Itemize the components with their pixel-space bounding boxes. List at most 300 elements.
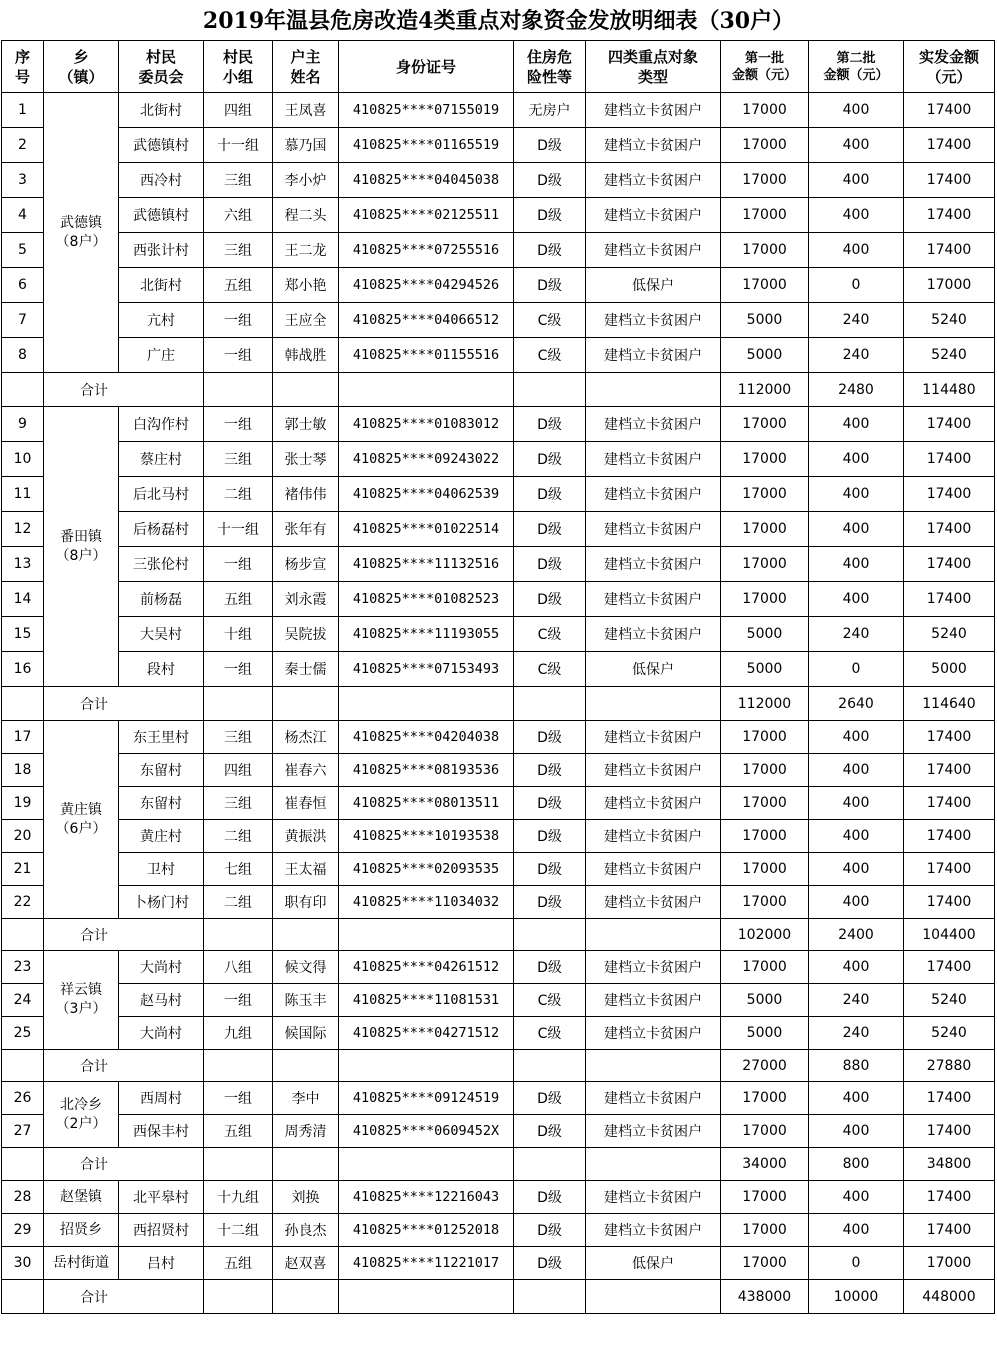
id-number-cell: 410825****04271512 [339, 1017, 514, 1050]
empty-cell [204, 1280, 273, 1314]
target-type-cell: 建档立卡贫困户 [586, 984, 721, 1017]
total-amount-cell: 17400 [904, 477, 995, 512]
village-cell: 白沟作村 [119, 407, 204, 442]
target-type-cell: 建档立卡贫困户 [586, 1017, 721, 1050]
name-cell: 刘换 [273, 1181, 339, 1214]
empty-cell [273, 687, 339, 721]
empty-cell [339, 1280, 514, 1314]
batch1-amount-cell: 17000 [721, 886, 809, 919]
target-type-cell: 建档立卡贫困户 [586, 512, 721, 547]
empty-cell [514, 919, 586, 951]
name-cell: 李小炉 [273, 163, 339, 198]
target-type-cell: 建档立卡贫困户 [586, 198, 721, 233]
id-number-cell: 410825****04045038 [339, 163, 514, 198]
id-number-cell: 410825****02093535 [339, 853, 514, 886]
name-cell: 赵双喜 [273, 1247, 339, 1280]
batch2-amount-cell: 400 [809, 1115, 904, 1148]
target-type-cell: 建档立卡贫困户 [586, 1115, 721, 1148]
total-amount-cell: 5240 [904, 303, 995, 338]
group-cell: 五组 [204, 1247, 273, 1280]
target-type-cell: 建档立卡贫困户 [586, 1214, 721, 1247]
household-count: （8户） [55, 547, 107, 564]
empty-cell [204, 1148, 273, 1181]
target-type-cell: 建档立卡贫困户 [586, 1181, 721, 1214]
total-amount-cell: 17400 [904, 853, 995, 886]
empty-cell [586, 373, 721, 407]
danger-level-cell: D级 [514, 163, 586, 198]
danger-level-cell: D级 [514, 853, 586, 886]
id-number-cell: 410825****07255516 [339, 233, 514, 268]
target-type-cell: 建档立卡贫困户 [586, 951, 721, 984]
row-no: 13 [2, 547, 44, 582]
header-type: 四类重点对象 类型 [586, 41, 721, 93]
batch1-amount-cell: 17000 [721, 547, 809, 582]
row-no: 16 [2, 652, 44, 687]
name-cell: 孙良杰 [273, 1214, 339, 1247]
group-cell: 一组 [204, 1082, 273, 1115]
village-cell: 卫村 [119, 853, 204, 886]
row-no: 22 [2, 886, 44, 919]
table-row [2, 853, 995, 886]
total-amount-cell: 17400 [904, 1214, 995, 1247]
total-amount-cell: 17400 [904, 1082, 995, 1115]
name-cell: 周秀清 [273, 1115, 339, 1148]
id-number-cell: 410825****11081531 [339, 984, 514, 1017]
empty-cell [2, 373, 44, 407]
batch2-amount-cell: 400 [809, 233, 904, 268]
table-row [2, 163, 995, 198]
total-amount-cell: 17400 [904, 754, 995, 787]
danger-level-cell: C级 [514, 617, 586, 652]
town-name: 武德镇 [60, 214, 102, 231]
batch2-amount-cell: 400 [809, 442, 904, 477]
target-type-cell: 低保户 [586, 652, 721, 687]
id-number-cell: 410825****08013511 [339, 787, 514, 820]
row-no: 29 [2, 1214, 44, 1247]
name-cell: 杨步宣 [273, 547, 339, 582]
batch1-amount-cell: 17000 [721, 477, 809, 512]
row-no: 8 [2, 338, 44, 373]
target-type-cell: 低保户 [586, 1247, 721, 1280]
row-no: 27 [2, 1115, 44, 1148]
empty-cell [2, 687, 44, 721]
danger-level-cell: C级 [514, 652, 586, 687]
group-cell: 一组 [204, 547, 273, 582]
batch2-amount-cell: 400 [809, 582, 904, 617]
subtotal-batch1: 102000 [721, 919, 809, 951]
danger-level-cell: D级 [514, 1247, 586, 1280]
danger-level-cell: D级 [514, 951, 586, 984]
danger-level-cell: D级 [514, 442, 586, 477]
batch1-amount-cell: 17000 [721, 1082, 809, 1115]
total-amount-cell: 17400 [904, 512, 995, 547]
total-amount-cell: 5240 [904, 617, 995, 652]
village-cell: 黄庄村 [119, 820, 204, 853]
village-cell: 大尚村 [119, 951, 204, 984]
target-type-cell: 建档立卡贫困户 [586, 338, 721, 373]
batch1-amount-cell: 17000 [721, 128, 809, 163]
id-number-cell: 410825****04062539 [339, 477, 514, 512]
table-row [2, 233, 995, 268]
danger-level-cell: D级 [514, 268, 586, 303]
batch1-amount-cell: 17000 [721, 233, 809, 268]
batch2-amount-cell: 240 [809, 303, 904, 338]
name-cell: 候文得 [273, 951, 339, 984]
empty-cell [339, 687, 514, 721]
header-batch1: 第一批 金额（元） [721, 41, 809, 93]
village-cell: 东留村 [119, 754, 204, 787]
name-cell: 李中 [273, 1082, 339, 1115]
id-number-cell: 410825****11221017 [339, 1247, 514, 1280]
danger-level-cell: D级 [514, 1214, 586, 1247]
total-amount-cell: 17000 [904, 1247, 995, 1280]
batch1-amount-cell: 17000 [721, 1115, 809, 1148]
group-cell: 七组 [204, 853, 273, 886]
total-amount-cell: 17400 [904, 198, 995, 233]
town-cell: 招贤乡 [44, 1214, 119, 1247]
table-row [2, 198, 995, 233]
village-cell: 西冷村 [119, 163, 204, 198]
empty-cell [273, 373, 339, 407]
table-row [2, 1247, 995, 1280]
subtotal-batch1: 27000 [721, 1050, 809, 1082]
subtotal-row [2, 373, 995, 407]
name-cell: 韩战胜 [273, 338, 339, 373]
empty-cell [514, 1148, 586, 1181]
empty-cell [2, 919, 44, 951]
empty-cell [273, 1280, 339, 1314]
name-cell: 张士琴 [273, 442, 339, 477]
batch1-amount-cell: 17000 [721, 721, 809, 754]
target-type-cell: 建档立卡贫困户 [586, 582, 721, 617]
group-cell: 五组 [204, 1115, 273, 1148]
danger-level-cell: 无房户 [514, 93, 586, 128]
batch1-amount-cell: 17000 [721, 853, 809, 886]
name-cell: 慕乃国 [273, 128, 339, 163]
subtotal-total: 27880 [904, 1050, 995, 1082]
row-no: 6 [2, 268, 44, 303]
group-cell: 二组 [204, 820, 273, 853]
village-cell: 西张计村 [119, 233, 204, 268]
target-type-cell: 建档立卡贫困户 [586, 787, 721, 820]
danger-level-cell: D级 [514, 128, 586, 163]
table-row [2, 1082, 995, 1115]
village-cell: 西招贤村 [119, 1214, 204, 1247]
table-row [2, 338, 995, 373]
total-amount-cell: 17400 [904, 951, 995, 984]
table-row [2, 617, 995, 652]
row-no: 28 [2, 1181, 44, 1214]
town-cell: 岳村街道 [44, 1247, 119, 1280]
empty-cell [586, 1280, 721, 1314]
group-cell: 一组 [204, 303, 273, 338]
town-name: 北冷乡 [60, 1096, 102, 1113]
name-cell: 职有印 [273, 886, 339, 919]
grand-total-label: 合计 [44, 1280, 204, 1314]
village-cell: 大吴村 [119, 617, 204, 652]
danger-level-cell: D级 [514, 582, 586, 617]
batch1-amount-cell: 17000 [721, 93, 809, 128]
danger-level-cell: D级 [514, 721, 586, 754]
table-row [2, 721, 995, 754]
subtotal-batch1: 34000 [721, 1148, 809, 1181]
row-no: 14 [2, 582, 44, 617]
row-no: 3 [2, 163, 44, 198]
header-batch2: 第二批 金额（元） [809, 41, 904, 93]
empty-cell [514, 1280, 586, 1314]
name-cell: 郭士敏 [273, 407, 339, 442]
village-cell: 赵马村 [119, 984, 204, 1017]
batch2-amount-cell: 400 [809, 477, 904, 512]
id-number-cell: 410825****11132516 [339, 547, 514, 582]
danger-level-cell: D级 [514, 754, 586, 787]
name-cell: 张年有 [273, 512, 339, 547]
total-amount-cell: 5240 [904, 984, 995, 1017]
row-no: 24 [2, 984, 44, 1017]
id-number-cell: 410825****04204038 [339, 721, 514, 754]
village-cell: 广庄 [119, 338, 204, 373]
empty-cell [586, 919, 721, 951]
town-cell [44, 93, 119, 373]
group-cell: 六组 [204, 198, 273, 233]
group-cell: 五组 [204, 582, 273, 617]
group-cell: 三组 [204, 163, 273, 198]
danger-level-cell: C级 [514, 303, 586, 338]
batch1-amount-cell: 5000 [721, 984, 809, 1017]
town-name: 黄庄镇 [60, 801, 102, 818]
total-amount-cell: 17400 [904, 128, 995, 163]
target-type-cell: 建档立卡贫困户 [586, 93, 721, 128]
empty-cell [2, 1050, 44, 1082]
empty-cell [204, 373, 273, 407]
target-type-cell: 建档立卡贫困户 [586, 233, 721, 268]
empty-cell [339, 1050, 514, 1082]
row-no: 1 [2, 93, 44, 128]
row-no: 11 [2, 477, 44, 512]
village-cell: 段村 [119, 652, 204, 687]
batch1-amount-cell: 17000 [721, 951, 809, 984]
header-total: 实发金额 （元） [904, 41, 995, 93]
group-cell: 八组 [204, 951, 273, 984]
id-number-cell: 410825****01083012 [339, 407, 514, 442]
table-row [2, 268, 995, 303]
batch2-amount-cell: 400 [809, 407, 904, 442]
target-type-cell: 建档立卡贫困户 [586, 886, 721, 919]
batch1-amount-cell: 5000 [721, 1017, 809, 1050]
name-cell: 褚伟伟 [273, 477, 339, 512]
danger-level-cell: D级 [514, 477, 586, 512]
total-amount-cell: 17400 [904, 820, 995, 853]
subtotal-row [2, 1050, 995, 1082]
target-type-cell: 建档立卡贫困户 [586, 477, 721, 512]
batch1-amount-cell: 17000 [721, 1181, 809, 1214]
batch2-amount-cell: 400 [809, 853, 904, 886]
village-cell: 亢村 [119, 303, 204, 338]
name-cell: 候国际 [273, 1017, 339, 1050]
group-cell: 四组 [204, 93, 273, 128]
total-amount-cell: 17400 [904, 886, 995, 919]
subtotal-row [2, 1148, 995, 1181]
table-row [2, 984, 995, 1017]
batch2-amount-cell: 240 [809, 338, 904, 373]
danger-level-cell: D级 [514, 1181, 586, 1214]
id-number-cell: 410825****0609452X [339, 1115, 514, 1148]
danger-level-cell: D级 [514, 233, 586, 268]
subtotal-batch1: 112000 [721, 373, 809, 407]
batch1-amount-cell: 17000 [721, 787, 809, 820]
id-number-cell: 410825****09243022 [339, 442, 514, 477]
id-number-cell: 410825****04261512 [339, 951, 514, 984]
group-cell: 九组 [204, 1017, 273, 1050]
subtotal-batch2: 800 [809, 1148, 904, 1181]
batch2-amount-cell: 400 [809, 754, 904, 787]
table-row [2, 820, 995, 853]
batch1-amount-cell: 17000 [721, 1247, 809, 1280]
id-number-cell: 410825****07153493 [339, 652, 514, 687]
empty-cell [273, 1050, 339, 1082]
empty-cell [339, 1148, 514, 1181]
town-cell [44, 1082, 119, 1148]
row-no: 20 [2, 820, 44, 853]
name-cell: 吴院拔 [273, 617, 339, 652]
total-amount-cell: 17400 [904, 547, 995, 582]
name-cell: 秦士儒 [273, 652, 339, 687]
village-cell: 武德镇村 [119, 128, 204, 163]
town-name: 番田镇 [60, 528, 102, 545]
name-cell: 程二头 [273, 198, 339, 233]
total-amount-cell: 17400 [904, 233, 995, 268]
batch2-amount-cell: 240 [809, 1017, 904, 1050]
danger-level-cell: D级 [514, 547, 586, 582]
group-cell: 一组 [204, 407, 273, 442]
subtotal-batch2: 2400 [809, 919, 904, 951]
batch2-amount-cell: 400 [809, 128, 904, 163]
batch2-amount-cell: 0 [809, 652, 904, 687]
group-cell: 三组 [204, 787, 273, 820]
header-village: 村民 委员会 [119, 41, 204, 93]
total-amount-cell: 5240 [904, 338, 995, 373]
row-no: 18 [2, 754, 44, 787]
subtotal-batch2: 880 [809, 1050, 904, 1082]
id-number-cell: 410825****01165519 [339, 128, 514, 163]
header-no: 序 号 [2, 41, 44, 93]
empty-cell [2, 1148, 44, 1181]
total-amount-cell: 17400 [904, 787, 995, 820]
table-row [2, 787, 995, 820]
total-amount-cell: 17400 [904, 93, 995, 128]
table-row [2, 442, 995, 477]
total-amount-cell: 5000 [904, 652, 995, 687]
empty-cell [339, 373, 514, 407]
group-cell: 一组 [204, 984, 273, 1017]
target-type-cell: 建档立卡贫困户 [586, 442, 721, 477]
group-cell: 一组 [204, 338, 273, 373]
header-row [2, 41, 995, 93]
danger-level-cell: C级 [514, 984, 586, 1017]
subtotal-batch2: 2640 [809, 687, 904, 721]
batch2-amount-cell: 400 [809, 886, 904, 919]
town-cell [44, 407, 119, 687]
empty-cell [514, 373, 586, 407]
batch2-amount-cell: 240 [809, 984, 904, 1017]
batch2-amount-cell: 400 [809, 163, 904, 198]
id-number-cell: 410825****04294526 [339, 268, 514, 303]
subtotal-batch1: 112000 [721, 687, 809, 721]
total-amount-cell: 5240 [904, 1017, 995, 1050]
village-cell: 西保丰村 [119, 1115, 204, 1148]
batch2-amount-cell: 400 [809, 512, 904, 547]
household-count: （3户） [55, 1001, 107, 1017]
row-no: 2 [2, 128, 44, 163]
empty-cell [339, 919, 514, 951]
empty-cell [586, 1050, 721, 1082]
batch2-amount-cell: 400 [809, 1214, 904, 1247]
batch1-amount-cell: 17000 [721, 268, 809, 303]
village-cell: 东留村 [119, 787, 204, 820]
target-type-cell: 建档立卡贫困户 [586, 407, 721, 442]
header-group: 村民 小组 [204, 41, 273, 93]
grand-total-batch1: 438000 [721, 1280, 809, 1314]
name-cell: 王应全 [273, 303, 339, 338]
household-count: （6户） [55, 820, 107, 837]
table-body [2, 41, 995, 1314]
name-cell: 王二龙 [273, 233, 339, 268]
table-row [2, 582, 995, 617]
village-cell: 卜杨门村 [119, 886, 204, 919]
total-amount-cell: 17400 [904, 1115, 995, 1148]
id-number-cell: 410825****01252018 [339, 1214, 514, 1247]
danger-level-cell: D级 [514, 512, 586, 547]
town-name: 祥云镇 [60, 982, 102, 998]
empty-cell [204, 687, 273, 721]
subtotal-row [2, 919, 995, 951]
target-type-cell: 建档立卡贫困户 [586, 754, 721, 787]
group-cell: 五组 [204, 268, 273, 303]
total-amount-cell: 17400 [904, 442, 995, 477]
subtotal-label: 合计 [44, 1050, 204, 1082]
subtotal-label: 合计 [44, 373, 204, 407]
id-number-cell: 410825****04066512 [339, 303, 514, 338]
batch1-amount-cell: 5000 [721, 617, 809, 652]
danger-level-cell: C级 [514, 338, 586, 373]
target-type-cell: 建档立卡贫困户 [586, 1082, 721, 1115]
table-row [2, 93, 995, 128]
subtotal-total: 114640 [904, 687, 995, 721]
table-row [2, 886, 995, 919]
row-no: 12 [2, 512, 44, 547]
row-no: 25 [2, 1017, 44, 1050]
name-cell: 郑小艳 [273, 268, 339, 303]
batch2-amount-cell: 400 [809, 951, 904, 984]
batch2-amount-cell: 400 [809, 198, 904, 233]
batch2-amount-cell: 400 [809, 1082, 904, 1115]
id-number-cell: 410825****10193538 [339, 820, 514, 853]
name-cell: 杨杰江 [273, 721, 339, 754]
village-cell: 吕村 [119, 1247, 204, 1280]
danger-level-cell: D级 [514, 820, 586, 853]
row-no: 21 [2, 853, 44, 886]
danger-level-cell: C级 [514, 1017, 586, 1050]
danger-level-cell: D级 [514, 407, 586, 442]
id-number-cell: 410825****01082523 [339, 582, 514, 617]
danger-level-cell: D级 [514, 886, 586, 919]
household-count: （2户） [55, 1115, 107, 1132]
header-town: 乡 （镇） [44, 41, 119, 93]
name-cell: 王太福 [273, 853, 339, 886]
id-number-cell: 410825****08193536 [339, 754, 514, 787]
header-id: 身份证号 [339, 41, 514, 93]
town-cell [44, 721, 119, 919]
